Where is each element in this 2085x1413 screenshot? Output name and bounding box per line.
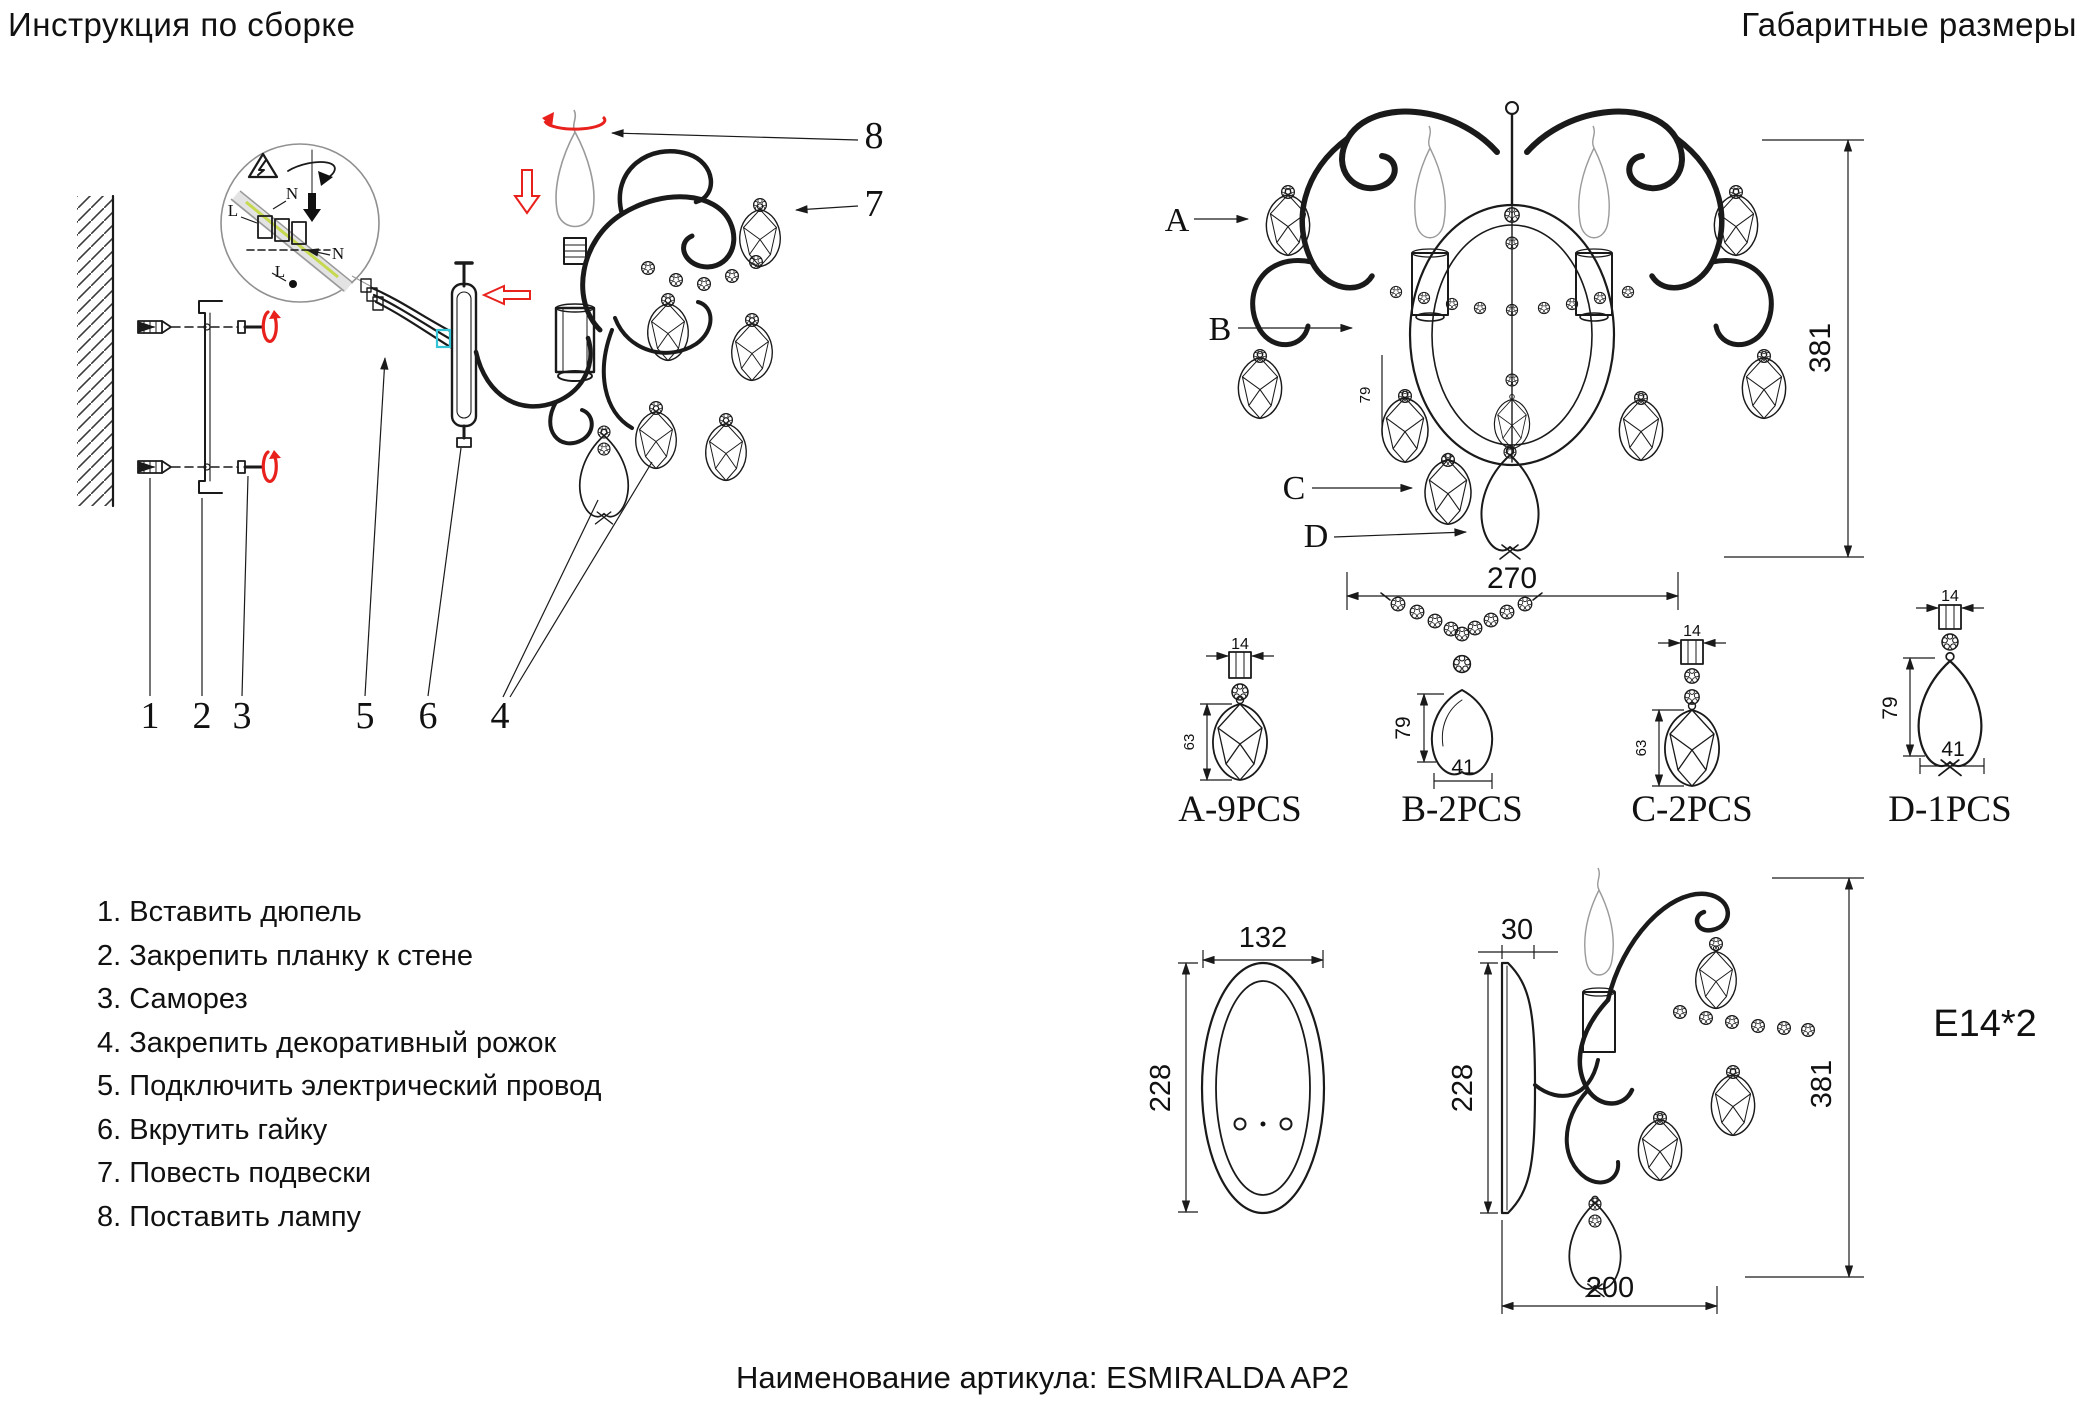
plate-height-value: 228 [1447, 1063, 1479, 1113]
wire-label-n-right: N [331, 244, 345, 263]
wiring-detail-bubble [221, 144, 379, 302]
pendant-height-dim [1357, 355, 1382, 435]
front-width-dim [1347, 562, 1678, 610]
part-label-a: A [1164, 202, 1190, 239]
mounting-plate [452, 263, 476, 447]
crystal-pendants [580, 199, 781, 524]
lamp-spec: E14*2 [1933, 1003, 2037, 1045]
callout-6: 6 [418, 695, 438, 737]
front-view-figure [1165, 102, 1864, 610]
article-name: Наименование артикула: ESMIRALDA AP2 [735, 1360, 1350, 1395]
assembly-figure [77, 110, 884, 737]
callout-8: 8 [864, 115, 884, 157]
front-height-dim [1724, 140, 1864, 557]
pendant-height-value: 79 [1357, 386, 1374, 404]
pendant-d-top-dim: 14 [1941, 588, 1959, 605]
wire-label-l-left: L [227, 201, 239, 220]
callout-5: 5 [355, 695, 375, 737]
pendant-b-height-dim: 79 [1392, 716, 1415, 740]
backplate-height-value: 228 [1145, 1063, 1177, 1113]
wall-hatch [77, 196, 113, 506]
step-1: 1. Вставить дюпель [97, 896, 362, 928]
backplate-depth-value: 30 [1500, 914, 1534, 946]
pendant-b-width-dim: 41 [1451, 756, 1475, 779]
front-width-value: 270 [1486, 562, 1538, 595]
plate-profile [1502, 963, 1535, 1213]
red-down-arrow [515, 170, 539, 213]
wire-label-n-top: N [285, 184, 299, 203]
callout-4: 4 [490, 695, 510, 737]
center-hole [1261, 1122, 1266, 1127]
part-label-b: B [1208, 311, 1232, 348]
step-5: 5. Подключить электрический провод [97, 1070, 602, 1102]
lamp-bulb [556, 110, 594, 264]
mounting-bracket [199, 301, 222, 493]
assembly-steps [97, 891, 601, 1239]
pendant-detail-c [1631, 623, 1752, 830]
pendant-c-height-dim: 63 [1633, 739, 1650, 757]
step-2: 2. Закрепить планку к стене [97, 939, 473, 972]
side-height-dim [1745, 878, 1864, 1277]
pendant-d-label: D-1PCS [1888, 789, 2012, 830]
step-6: 6. Вкрутить гайку [97, 1113, 328, 1146]
pendant-a-top-dim: 14 [1231, 636, 1249, 653]
callout-7: 7 [864, 183, 884, 225]
pendant-d-height-dim: 79 [1879, 696, 1902, 720]
side-scrolls [1535, 894, 1814, 1183]
part-label-c: C [1282, 470, 1306, 507]
side-height-value: 381 [1806, 1059, 1838, 1109]
side-width-dim [1502, 1220, 1717, 1314]
callout-2: 2 [192, 695, 212, 737]
page-title: Инструкция по сборке [8, 6, 356, 43]
callout-3: 3 [232, 695, 252, 737]
backplate-width-value: 132 [1238, 922, 1288, 954]
pendant-detail-d [1879, 588, 2012, 830]
callout-1: 1 [140, 695, 160, 737]
side-width-value: 200 [1585, 1272, 1635, 1304]
step-8: 8. Поставить лампу [97, 1200, 362, 1233]
pendant-a-label: A-9PCS [1178, 789, 1302, 830]
sconce-side-view [1447, 868, 2037, 1314]
sconce-body [1410, 102, 1614, 465]
pendant-details [1178, 588, 2011, 830]
dimensions-title: Габаритные размеры [1741, 6, 2077, 43]
electric-wires [361, 279, 452, 348]
pendant-detail-b [1381, 593, 1542, 830]
step-4: 4. Закрепить декоративный рожок [97, 1026, 557, 1059]
pendant-a-height-dim: 63 [1181, 733, 1198, 751]
step-3: 3. Саморез [97, 983, 248, 1015]
pendant-b-label: B-2PCS [1401, 789, 1523, 830]
part-label-d: D [1303, 518, 1329, 555]
mount-hole-right [1281, 1119, 1292, 1130]
pendant-c-top-dim: 14 [1683, 623, 1701, 640]
step-7: 7. Повесть подвески [97, 1157, 372, 1189]
mount-hole-left [1235, 1119, 1246, 1130]
bottom-views [1145, 868, 2037, 1314]
wire-label-l-bottom: L [274, 262, 286, 281]
pendant-d-width-dim: 41 [1941, 738, 1965, 761]
backplate-front-view [1145, 922, 1324, 1213]
front-height-value: 381 [1804, 322, 1837, 374]
pendant-detail-a [1178, 636, 1301, 830]
red-push-arrow [484, 286, 530, 304]
pendant-c-label: C-2PCS [1631, 789, 1753, 830]
